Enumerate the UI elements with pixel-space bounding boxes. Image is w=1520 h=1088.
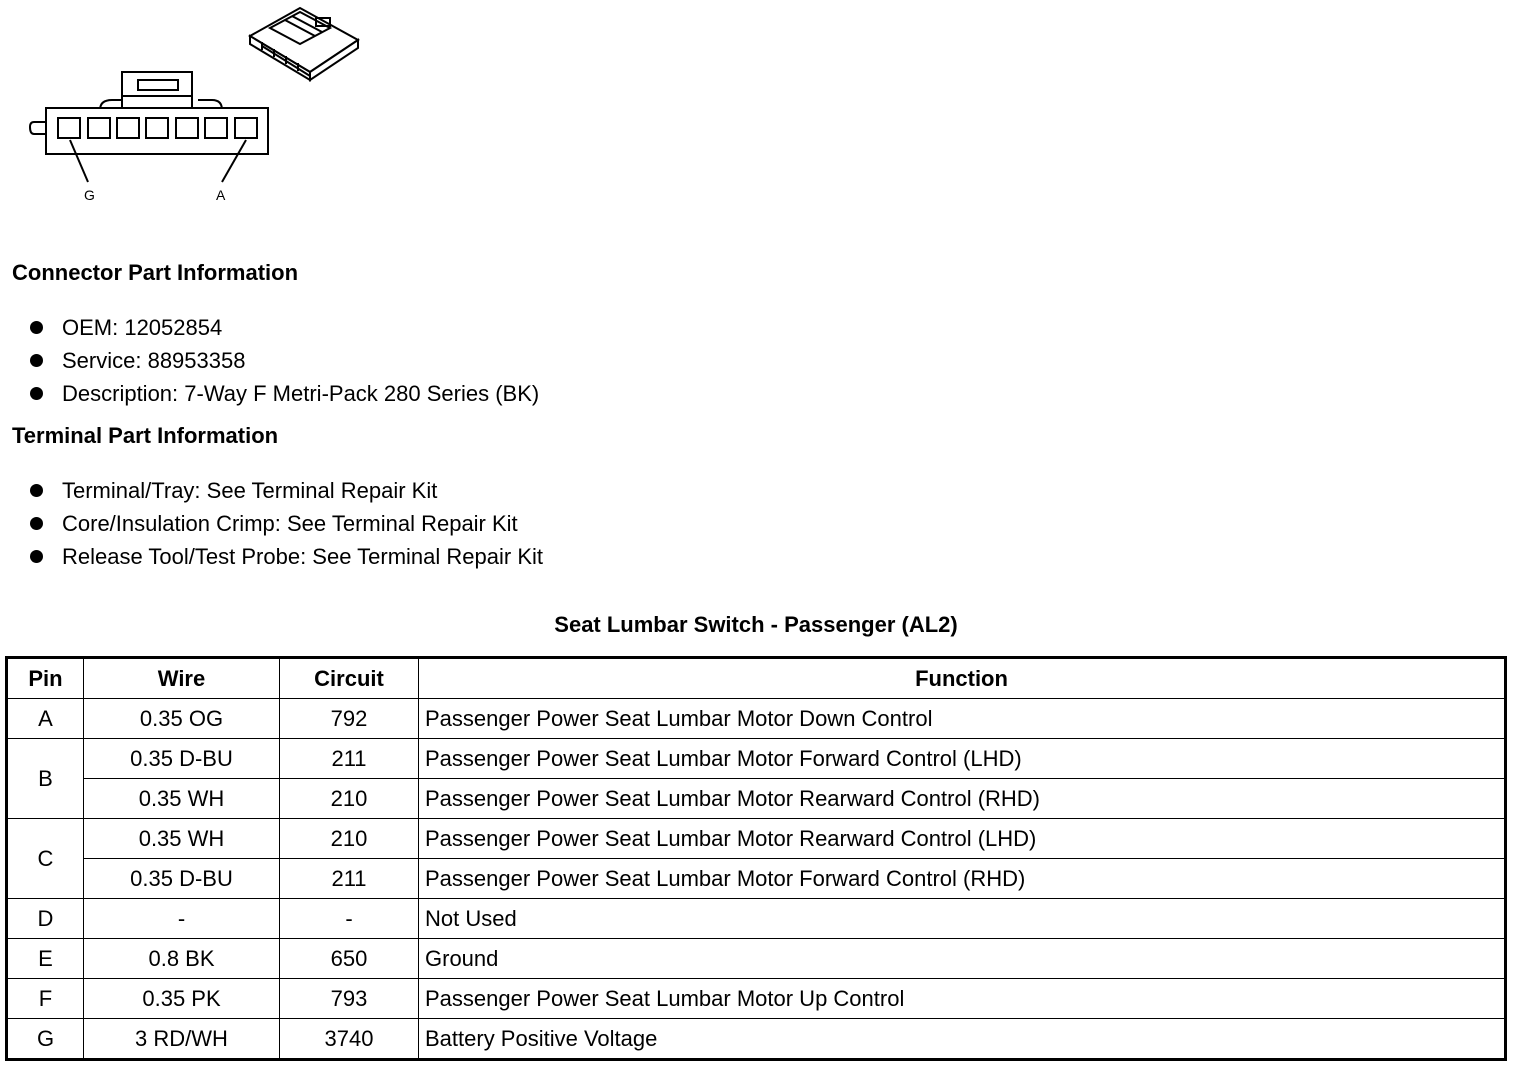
cell-pin: D: [7, 899, 84, 939]
cell-wire: 0.35 OG: [84, 699, 280, 739]
cell-wire: 0.35 WH: [84, 819, 280, 859]
table-row: [7, 979, 1506, 1019]
connector-part-list: [0, 311, 539, 410]
pin-label-a: A: [216, 187, 226, 203]
cell-function: Ground: [419, 939, 1506, 979]
connector-3d-view: [250, 8, 358, 80]
table-row: [7, 699, 1506, 739]
cell-function: Not Used: [419, 899, 1506, 939]
cell-circuit: -: [280, 899, 419, 939]
cell-wire: 0.35 D-BU: [84, 859, 280, 899]
connector-face-view: [30, 72, 268, 182]
cell-wire: -: [84, 899, 280, 939]
cell-circuit: 210: [280, 819, 419, 859]
cell-function: Passenger Power Seat Lumbar Motor Forward Control (RHD): [419, 859, 1506, 899]
pin-label-g: G: [84, 187, 95, 203]
table-row: [7, 819, 1506, 859]
list-item: [0, 507, 543, 540]
connector-part-heading: Connector Part Information: [12, 260, 299, 285]
bullet-icon: [30, 387, 43, 400]
header-wire: Wire: [84, 658, 280, 699]
terminal-part-list: [0, 474, 543, 573]
cell-circuit: 792: [280, 699, 419, 739]
bullet-icon: [30, 550, 43, 563]
cell-circuit: 3740: [280, 1019, 419, 1060]
list-item-text: Description: 7-Way F Metri-Pack 280 Series (BK): [62, 381, 540, 406]
list-item: [0, 377, 539, 410]
bullet-icon: [30, 321, 43, 334]
bullet-icon: [30, 484, 43, 497]
cell-wire: 0.35 WH: [84, 779, 280, 819]
cell-pin: E: [7, 939, 84, 979]
list-item-text: Terminal/Tray: See Terminal Repair Kit: [62, 478, 438, 503]
list-item: [0, 311, 539, 344]
cell-circuit: 211: [280, 739, 419, 779]
connector-diagram: [0, 0, 380, 210]
list-item: [0, 540, 543, 573]
table-header-row: [7, 658, 1506, 699]
cell-function: Passenger Power Seat Lumbar Motor Up Control: [419, 979, 1506, 1019]
cell-function: Passenger Power Seat Lumbar Motor Forward Control (LHD): [419, 739, 1506, 779]
list-item-text: OEM: 12052854: [62, 315, 223, 340]
cell-circuit: 650: [280, 939, 419, 979]
table-row: [7, 779, 1506, 819]
cell-function: Passenger Power Seat Lumbar Motor Down Control: [419, 699, 1506, 739]
table-row: [7, 859, 1506, 899]
table-row: [7, 939, 1506, 979]
cell-circuit: 211: [280, 859, 419, 899]
cell-wire: 0.35 D-BU: [84, 739, 280, 779]
table-row: [7, 739, 1506, 779]
cell-wire: 0.35 PK: [84, 979, 280, 1019]
list-item: [0, 474, 543, 507]
list-item-text: Release Tool/Test Probe: See Terminal Repair Kit: [62, 544, 543, 569]
cell-pin: C: [7, 819, 84, 899]
list-item-text: Core/Insulation Crimp: See Terminal Repair Kit: [62, 511, 518, 536]
header-function: Function: [419, 658, 1506, 699]
pin-table: [5, 656, 1507, 1061]
cell-pin: A: [7, 699, 84, 739]
table-row: [7, 1019, 1506, 1060]
cell-wire: 0.8 BK: [84, 939, 280, 979]
cell-pin: F: [7, 979, 84, 1019]
cell-pin: G: [7, 1019, 84, 1060]
cell-function: Passenger Power Seat Lumbar Motor Rearward Control (LHD): [419, 819, 1506, 859]
list-item: [0, 344, 539, 377]
cell-wire: 3 RD/WH: [84, 1019, 280, 1060]
cell-circuit: 210: [280, 779, 419, 819]
header-pin: Pin: [7, 658, 84, 699]
table-title: Seat Lumbar Switch - Passenger (AL2): [554, 612, 958, 637]
terminal-part-heading: Terminal Part Information: [12, 423, 279, 448]
cell-function: Battery Positive Voltage: [419, 1019, 1506, 1060]
cell-circuit: 793: [280, 979, 419, 1019]
cell-pin: B: [7, 739, 84, 819]
list-item-text: Service: 88953358: [62, 348, 246, 373]
header-circuit: Circuit: [280, 658, 419, 699]
bullet-icon: [30, 517, 43, 530]
cell-function: Passenger Power Seat Lumbar Motor Rearward Control (RHD): [419, 779, 1506, 819]
bullet-icon: [30, 354, 43, 367]
table-row: [7, 899, 1506, 939]
